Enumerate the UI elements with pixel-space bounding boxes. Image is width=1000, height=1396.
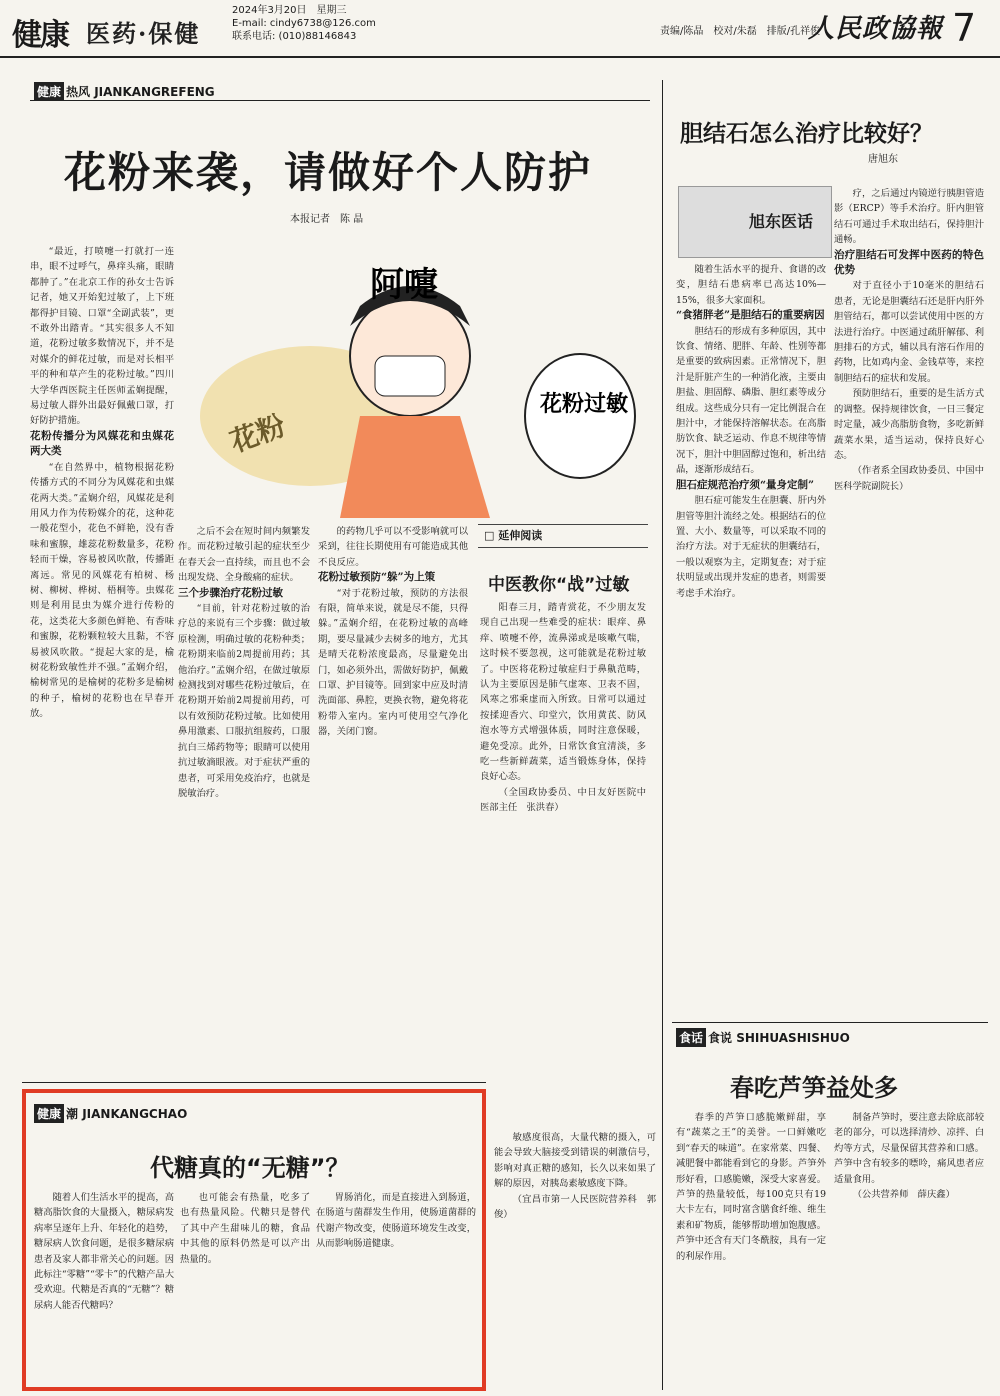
sugar-column-2 bbox=[180, 1190, 310, 1384]
sugar-text-2: 也可能会有热量，吃多了也有热量风险。代糖只是替代了其中产生甜味儿的糖，食品中其他的原料仍然是可以产出热量的。 bbox=[180, 1192, 310, 1265]
extended-reading-text: 延伸阅读 bbox=[498, 529, 543, 542]
food-column-1 bbox=[676, 1110, 826, 1390]
sugar-column-4 bbox=[494, 1130, 656, 1388]
lead-column-1 bbox=[30, 244, 174, 1074]
food-tag-badge: 食话 bbox=[676, 1028, 706, 1047]
lead-headline: 花粉来袭，请做好个人防护 bbox=[64, 148, 593, 197]
sneeze-illustration bbox=[190, 236, 660, 518]
right-article-author: 唐旭东 bbox=[868, 154, 898, 165]
lead-col1-text-2: “在自然界中，植物根据花粉传播方式的不同分为风媒花和虫媒花两大类。”孟娴介绍，风媒花是利用风力作为传粉媒介的花，这种花一般花型小，花色不鲜艳，没有香味和蜜腺，雄蕊花粉数量多，花粉轻而干燥，容易被风吹散，传播距离远。常见的风媒花有柏树、杨树、柳树、桦树、梧桐等。虫媒花则是利用昆虫为媒介进行传粉的花，这类花大多颜色鲜艳、有香味和蜜腺，花粉颗粒较大且黏，不容易被风吹散。“提起大家的是，榆树花粉致敏性并不强。”孟娴介绍，榆树常见的是榆树的花粉多是榆树的种子，榆树的花粉也在早春开放。 bbox=[30, 461, 174, 720]
column-divider bbox=[662, 80, 663, 1390]
food-article-title: 春吃芦笋益处多 bbox=[730, 1074, 898, 1102]
sidebar-title: 中医教你“战”过敏 bbox=[488, 575, 630, 595]
right-article-title: 胆结石怎么治疗比较好？ bbox=[680, 121, 933, 147]
right-text-2: 胆结石的形成有多种原因，其中饮食、情绪、肥胖、年龄、性别等都是重要的致病因素。正常情况下，胆汁是肝脏产生的一种消化液，主要由胆盐、胆固醇、磷脂、胆红素等成分组成。这些成分只有一定比例混合在胆汁中，才能保持溶解状态。在高脂肪饮食、缺乏运动、作息不规律等情况下，胆汁中胆固醇过饱和，析出结晶，逐渐形成结石。 bbox=[676, 325, 826, 476]
right-text-6: 预防胆结石，重要的是生活方式的调整。保持规律饮食，一日三餐定时定量，减少高脂肪食物，多吃新鲜蔬菜水果，适当运动，保持良好心态。 bbox=[834, 388, 984, 461]
right-subhead-1: “食猪胖老”是胆结石的重要病因 bbox=[676, 309, 825, 322]
right-divider bbox=[672, 1022, 988, 1023]
tag-underline bbox=[30, 100, 650, 101]
right-column-1 bbox=[676, 262, 826, 1014]
sugar-end: （宜昌市第一人民医院营养科 郭俊） bbox=[494, 1193, 656, 1221]
sugar-article-title: 代糖真的“无糖”？ bbox=[150, 1154, 350, 1182]
tag-badge: 健康 bbox=[34, 82, 64, 101]
sidebar-body bbox=[480, 600, 646, 1070]
section-title: 医药·保健 bbox=[86, 19, 201, 48]
lead-col3-text-2: “对于花粉过敏，预防的方法很有限，简单来说，就是尽不能，只得躲。”孟娴介绍，在花粉过敏的高峰期，要尽量减少去树多的地方，尤其是晴天花粉浓度最高，尽量避免出门，如必须外出，需做好防护，佩戴口罩、护目镜等。回到家中应及时清洗面部、鼻腔，更换衣物，避免将花粉带入室内。室内可使用空气净化器，关闭门窗。 bbox=[318, 587, 468, 738]
lead-col1-text: “最近，打喷嚏一打就打一连串，眼不过呼气，鼻痒头痛，眼睛都肿了。”在北京工作的孙女士告诉记者，她又开始犯过敏了，上下班都得护目镜、口罩“全副武装”，更不敢外出踏青。“其实很多人不知道，花粉过敏多数情况下，并不是对媒介的鲜花过敏，而是对长相平平的种和草产生的花粉过敏。”四川大学华西医院主任医师孟娴提醒，易过敏人群外出最好佩戴口罩，打好防护措施。 bbox=[30, 246, 174, 427]
food-end: （公共营养师 薛庆鑫） bbox=[852, 1189, 955, 1201]
right-text-3: 胆石症可能发生在胆囊、肝内外胆管等胆汁流经之处。根据结石的位置、大小、数量等，可以采取不同的治疗方法。对于无症状的胆囊结石，一般以观察为主，定期复查；对于症状明显或出现并发症的患者，则需要考虑手术治疗。 bbox=[676, 495, 826, 599]
sugar-text-3: 胃肠消化，而是直接进入到肠道，在肠道与菌群发生作用，使肠道菌群的代谢产物改变，使肠道环境发生改变，从而影响肠道健康。 bbox=[316, 1192, 476, 1250]
right-text-5: 对于直径小于10毫米的胆结石患者，无论是胆囊结石还是肝内肝外胆管结石，都可以尝试使用中医的方法进行治疗。中医通过疏肝解郁、利胆排石的方式，辅以具有溶石作用的药物，比如鸡内金、金钱草等，来控制胆结石的症状和发展。 bbox=[834, 280, 984, 384]
right-subhead-3: 治疗胆结石可发挥中医药的特色优势 bbox=[834, 248, 984, 277]
sugar-column-3 bbox=[316, 1190, 476, 1384]
lead-col1-subhead: 花粉传播分为风媒花和虫媒花两大类 bbox=[30, 429, 174, 458]
horizontal-divider bbox=[22, 1082, 486, 1083]
illus-sneeze-text: 阿嚏 bbox=[370, 265, 438, 305]
page-logo: 健康 bbox=[12, 18, 68, 53]
illus-pollen-text: 花粉 bbox=[225, 408, 290, 459]
right-text-4: 疗，之后通过内镜逆行胰胆管造影（ERCP）等手术治疗。肝内胆管结石可通过手术取出结石，保持胆汁通畅。 bbox=[834, 188, 984, 246]
food-text-2: 制备芦笋时，要注意去除底部较老的部分，可以选择清炒、凉拌、白灼等方式，尽量保留其营养和口感。芦笋中含有较多的嘌呤，痛风患者应适量食用。 bbox=[834, 1112, 984, 1185]
right-end: （作者系全国政协委员、中国中医科学院副院长） bbox=[834, 465, 984, 492]
lead-col3-text: 的药物几乎可以不受影响就可以采到，往往长期使用有可能造成其他不良反应。 bbox=[318, 526, 468, 568]
mask-icon bbox=[375, 356, 445, 396]
illus-allergy-text: 花粉过敏 bbox=[540, 392, 629, 417]
column-logo-label: 旭东医话 bbox=[749, 212, 814, 231]
sugar-tag-label: 潮 JIANKANGCHAO bbox=[66, 1107, 188, 1121]
contact-phone: 联系电话: (010)88146843 bbox=[232, 31, 357, 42]
food-section-tag bbox=[676, 1028, 850, 1047]
right-column-2 bbox=[834, 186, 984, 1014]
right-subhead-2: 胆石症规范治疗须“量身定制” bbox=[676, 478, 815, 491]
sidebar-end: （全国政协委员、中日友好医院中医部主任 张洪春） bbox=[480, 786, 646, 814]
right-text-1: 随着生活水平的提升、食谱的改变，胆结石患病率已高达10%—15%，很多大家面积。 bbox=[676, 264, 826, 306]
editors-credit: 责编/陈晶 校对/朱磊 排版/孔祥俊 bbox=[660, 26, 821, 37]
sugar-text-1: 随着人们生活水平的提高，高糖高脂饮食的大量摄入，糖尿病发病率呈逐年上升、年轻化的趋势，糖尿病人饮食问题，是很多糖尿病患者及家人都非常关心的问题。因此标注“零糖”“零卡”的代糖产品大受欢迎。代糖是否真的“无糖”？糖尿病人能否代糖吗？ bbox=[34, 1192, 174, 1311]
newspaper-logo: 人民政協報 bbox=[808, 14, 944, 44]
person-body-icon bbox=[340, 416, 490, 518]
sugar-section-tag bbox=[34, 1104, 187, 1123]
food-tag-label: 食说 SHIHUASHISHUO bbox=[708, 1031, 850, 1045]
lead-col2-subhead: 三个步骤治疗花粉过敏 bbox=[178, 586, 283, 599]
lead-byline: 本报记者 陈 晶 bbox=[290, 214, 364, 225]
sugar-column-1 bbox=[34, 1190, 174, 1384]
food-text: 春季的芦笋口感脆嫩鲜甜，享有“蔬菜之王”的美誉。一口鲜嫩吃到“春天的味道”。在家常菜、四餐、减肥餐中都能看到它的身影。芦笋外形好看，口感脆嫩，深受大家喜爱。芦笋的热量较低，每100克只有19大卡左右，同时富含膳食纤维、维生素和矿物质，能够帮助增加饱腹感。芦笋中还含有天门冬酰胺，具有一定的利尿作用。 bbox=[676, 1112, 826, 1262]
sugar-tag-badge: 健康 bbox=[34, 1104, 64, 1123]
tag-label: 热风 JIANKANGREFENG bbox=[66, 85, 215, 99]
extended-reading-label: □ 延伸阅读 bbox=[478, 524, 648, 548]
lead-column-3 bbox=[318, 524, 468, 1074]
food-column-2 bbox=[834, 1110, 984, 1390]
sugar-text-4: 敏感度很高，大量代糖的摄入，可能会导致大脑接受到错误的刺激信号，影响对真正糖的感知，长久以来如果了解的原因，对胰岛素敏感度下降。 bbox=[494, 1132, 656, 1190]
lead-col3-subhead: 花粉过敏预防“躲”为上策 bbox=[318, 571, 436, 584]
issue-date: 2024年3月20日 星期三 bbox=[232, 5, 347, 16]
lead-col2-text: 之后不会在短时间内频繁发作。而花粉过敏引起的症状至少在春天会一直持续，而且也不会出现发烧、全身酸痛的症状。 bbox=[178, 526, 310, 584]
lead-col2-text-2: “目前，针对花粉过敏的治疗总的来说有三个步骤：做过敏原检测，明确过敏的花粉种类；花粉期来临前2周提前用药；其他治疗。”孟娴介绍，在做过敏原检测找到对哪些花粉过敏后，在花粉期开始前2周提前用药，可以有效预防花粉过敏。比如使用鼻用激素、口服抗组胺药，口服抗白三烯药物等；眼睛可以使用抗过敏滴眼液。对于症状严重的患者，可采用免疫治疗，也就是脱敏治疗。 bbox=[178, 603, 310, 799]
date-contact bbox=[232, 4, 376, 43]
lead-column-2 bbox=[178, 524, 310, 1074]
page-number: 7 bbox=[952, 6, 977, 50]
column-logo bbox=[678, 186, 832, 258]
lead-section-tag bbox=[34, 82, 215, 101]
contact-email: E-mail: cindy6738@126.com bbox=[232, 18, 376, 29]
sidebar-text: 阳春三月，踏青赏花，不少朋友发现自己出现一些难受的症状：眼痒、鼻痒、喷嚏不停，流鼻涕或是咳嗽气喘，这时候不要忽视，这可能就是花粉过敏了。中医将花粉过敏症归于鼻鼽范畴，认为主要原因是肺气虚寒、卫表不固，风寒之邪乘虚而入所致。日常可以通过按揉迎香穴、印堂穴，饮用黄芪、防风泡水等方式增强体质，同时注意保暖，避免受凉。此外，日常饮食宜清淡，多吃一些新鲜蔬菜，适当锻炼身体，保持良好心态。 bbox=[480, 602, 646, 783]
